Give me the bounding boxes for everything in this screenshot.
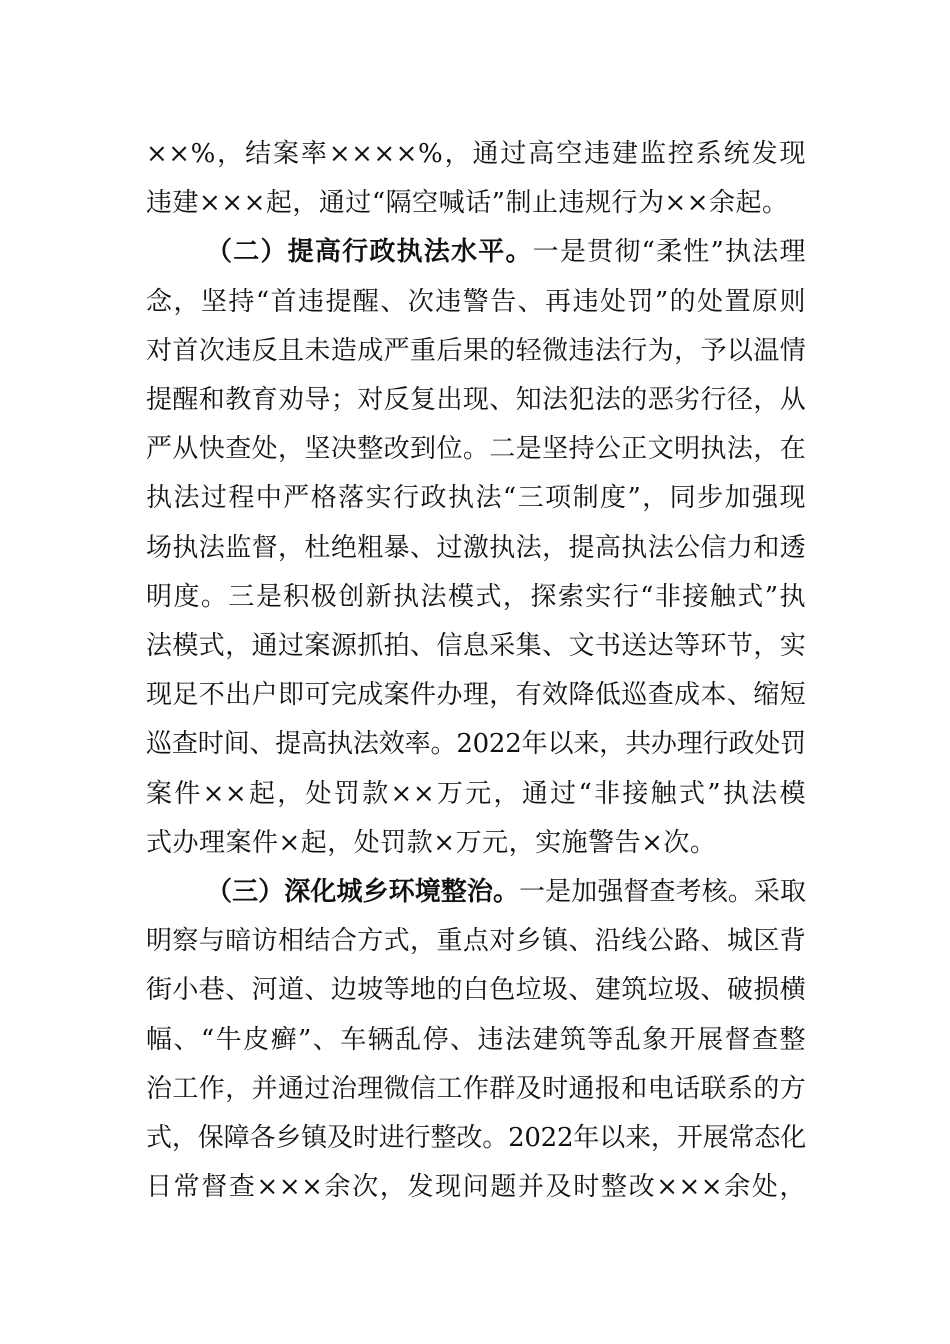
text-line <box>146 823 806 863</box>
section-heading: （三）深化城乡环境整治。 <box>206 877 520 907</box>
text-line <box>146 1069 806 1109</box>
text-line <box>146 675 806 715</box>
line-text: 明察与暗访相结合方式，重点对乡镇、沿线公路、城区背 <box>146 926 806 957</box>
text-line <box>146 1167 806 1207</box>
line-text: 念，坚持“首违提醒、次违警告、再违处罚”的处置原则 <box>146 286 806 317</box>
text-line <box>146 577 806 617</box>
line-text: 治工作，并通过治理微信工作群及时通报和电话联系的方 <box>146 1073 806 1104</box>
text-line <box>206 232 806 272</box>
text-line <box>146 528 806 568</box>
text-line <box>146 380 806 420</box>
line-text: 幅、“牛皮癣”、车辆乱停、违法建筑等乱象开展督查整 <box>146 1024 806 1055</box>
text-line <box>146 724 806 764</box>
section-heading: （二）提高行政执法水平。 <box>206 237 533 268</box>
text-line <box>146 478 806 518</box>
line-text: 场执法监督，杜绝粗暴、过激执法，提高执法公信力和透 <box>146 532 806 563</box>
line-text: 执法过程中严格落实行政执法“三项制度”，同步加强现 <box>146 483 806 514</box>
line-text: 式办理案件×起，处罚款×万元，实施警告×次。 <box>146 827 717 858</box>
line-text: 案件××起，处罚款××万元，通过“非接触式”执法模 <box>146 778 806 809</box>
line-text: 街小巷、河道、边坡等地的白色垃圾、建筑垃圾、破损横 <box>146 975 806 1006</box>
text-line <box>146 970 806 1010</box>
text-line <box>146 134 806 174</box>
line-text: 法模式，通过案源抓拍、信息采集、文书送达等环节，实 <box>146 631 806 661</box>
text-line <box>146 774 806 814</box>
text-line <box>146 282 806 322</box>
text-line <box>146 1118 806 1158</box>
line-text: 现足不出户即可完成案件办理，有效降低巡查成本、缩短 <box>146 680 806 711</box>
text-line <box>146 1020 806 1060</box>
line-text: 违建×××起，通过“隔空喊话”制止违规行为××余起。 <box>146 188 789 219</box>
line-text: 提醒和教育劝导；对反复出现、知法犯法的恶劣行径，从 <box>146 385 806 415</box>
line-text: ××%，结案率××××%，通过高空违建监控系统发现 <box>146 139 806 169</box>
line-text: 一是加强督查考核。采取 <box>519 877 806 907</box>
text-line <box>146 183 806 223</box>
line-text: 明度。三是积极创新执法模式，探索实行“非接触式”执 <box>146 581 806 612</box>
line-text: 式，保障各乡镇及时进行整改。2022年以来，开展常态化 <box>146 1123 806 1153</box>
line-text: 巡查时间、提高执法效率。2022年以来，共办理行政处罚 <box>146 729 806 760</box>
line-text: 一是贯彻“柔性”执法理 <box>532 237 806 268</box>
line-text: 对首次违反且未造成严重后果的轻微违法行为，予以温情 <box>146 335 806 366</box>
text-line <box>206 872 806 912</box>
text-line <box>146 331 806 371</box>
line-text: 严从快查处，坚决整改到位。二是坚持公正文明执法，在 <box>146 434 806 465</box>
text-line <box>146 921 806 961</box>
line-text: 日常督查×××余次，发现问题并及时整改×××余处， <box>146 1172 806 1203</box>
text-line <box>146 626 806 666</box>
text-line <box>146 429 806 469</box>
